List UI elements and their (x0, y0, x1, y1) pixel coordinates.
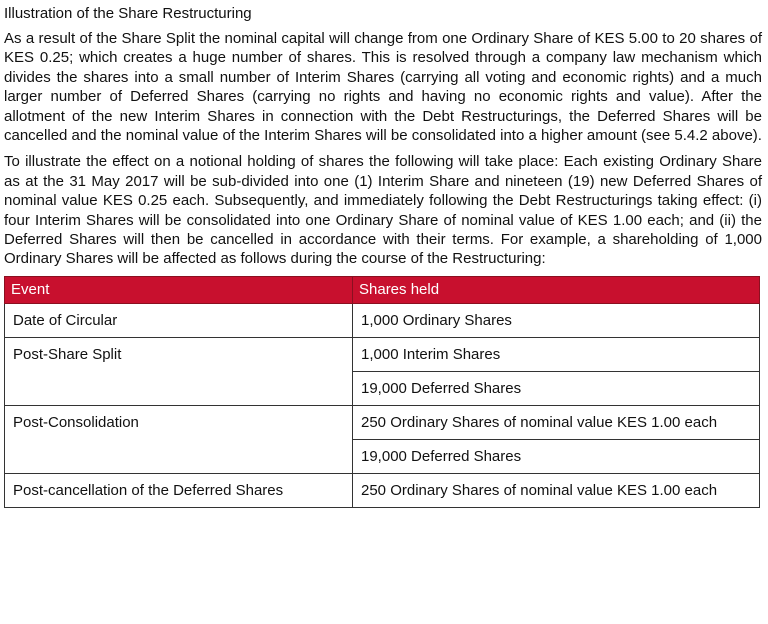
event-cell: Post-Consolidation (5, 405, 353, 473)
header-event: Event (5, 276, 353, 303)
table-row (5, 337, 760, 371)
restructuring-table (4, 276, 760, 508)
section-heading: Illustration of the Share Restructuring (4, 5, 252, 22)
event-cell: Post-cancellation of the Deferred Shares (5, 473, 353, 507)
table-header-row (5, 276, 760, 303)
shares-cell: 250 Ordinary Shares of nominal value KES 1.00 each (353, 405, 760, 439)
shares-cell: 19,000 Deferred Shares (353, 439, 760, 473)
shares-cell: 19,000 Deferred Shares (353, 371, 760, 405)
shares-cell: 1,000 Ordinary Shares (353, 303, 760, 337)
paragraph-illustration: To illustrate the effect on a notional holding of shares the following will take place: Each existing Ordinary Share as at the 31 May 2017 will be sub-divided into one (1) Interim Share and nineteen (19) new Deferred Shares of nominal value KES 0.25 each. Subsequently, and immediately following the Debt Restructurings taking effect: (i) four Interim Shares will be consolidated into one Ordinary Share of nominal value of KES 1.00 each; and (ii) the Deferred Shares will then be cancelled in accordance with their terms. For example, a shareholding of 1,000 Ordinary Shares will be affected as follows during the course of the Restructuring: (4, 153, 762, 268)
shares-cell: 1,000 Interim Shares (353, 337, 760, 371)
header-shares-held: Shares held (353, 276, 760, 303)
table-row (5, 303, 760, 337)
event-cell: Date of Circular (5, 303, 353, 337)
paragraph-share-split: As a result of the Share Split the nominal capital will change from one Ordinary Share of KES 5.00 to 20 shares of KES 0.25; which creates a huge number of shares. This is resolved through a company law mechanism which divides the shares into a small number of Interim Shares (carrying all voting and economic rights) and a much larger number of Deferred Shares (carrying no rights and having no economic rights and value). After the allotment of the new Interim Shares in connection with the Debt Restructurings, the Deferred Shares will be cancelled and the nominal value of the Interim Shares will be consolidated into a higher amount (see 5.4.2 above). (4, 30, 762, 145)
shares-cell: 250 Ordinary Shares of nominal value KES 1.00 each (353, 473, 760, 507)
table-row (5, 405, 760, 439)
table-row (5, 473, 760, 507)
event-cell: Post-Share Split (5, 337, 353, 405)
